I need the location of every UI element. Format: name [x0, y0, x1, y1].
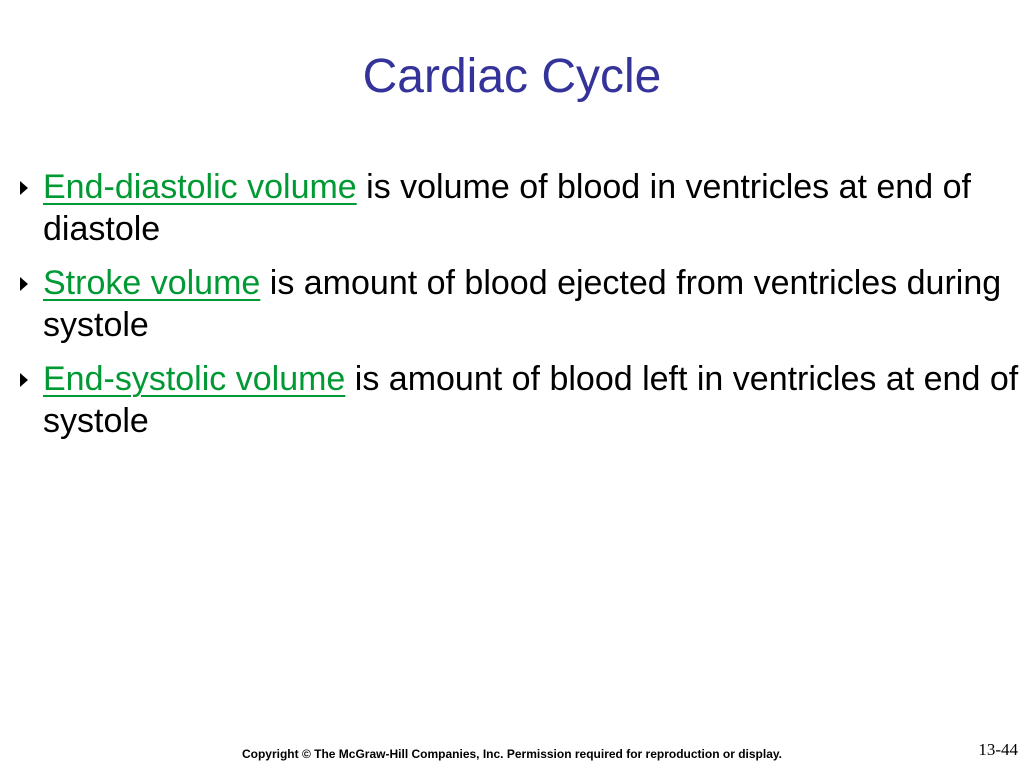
term-stroke-volume: Stroke volume [43, 264, 261, 302]
list-item [20, 262, 1020, 346]
triangle-right-icon [20, 277, 28, 291]
term-end-diastolic-volume: End-diastolic volume [43, 168, 357, 206]
copyright-footer: Copyright © The McGraw-Hill Companies, Inc. Permission required for reproduction or display. [241, 747, 783, 761]
bullet-text: is volume of blood in ventricles at end of diastole [43, 168, 971, 248]
triangle-right-icon [20, 181, 28, 195]
bullet-text: is amount of blood left in ventricles at end of systole [43, 360, 1019, 440]
triangle-right-icon [20, 373, 28, 387]
list-item [20, 358, 1020, 442]
bullet-list [20, 166, 1020, 454]
slide-title: Cardiac Cycle [362, 50, 662, 103]
slide-number: 13-44 [978, 740, 1018, 759]
list-item [20, 166, 1020, 250]
bullet-text: is amount of blood ejected from ventricles during systole [43, 264, 1002, 344]
term-end-systolic-volume: End-systolic volume [43, 360, 346, 398]
